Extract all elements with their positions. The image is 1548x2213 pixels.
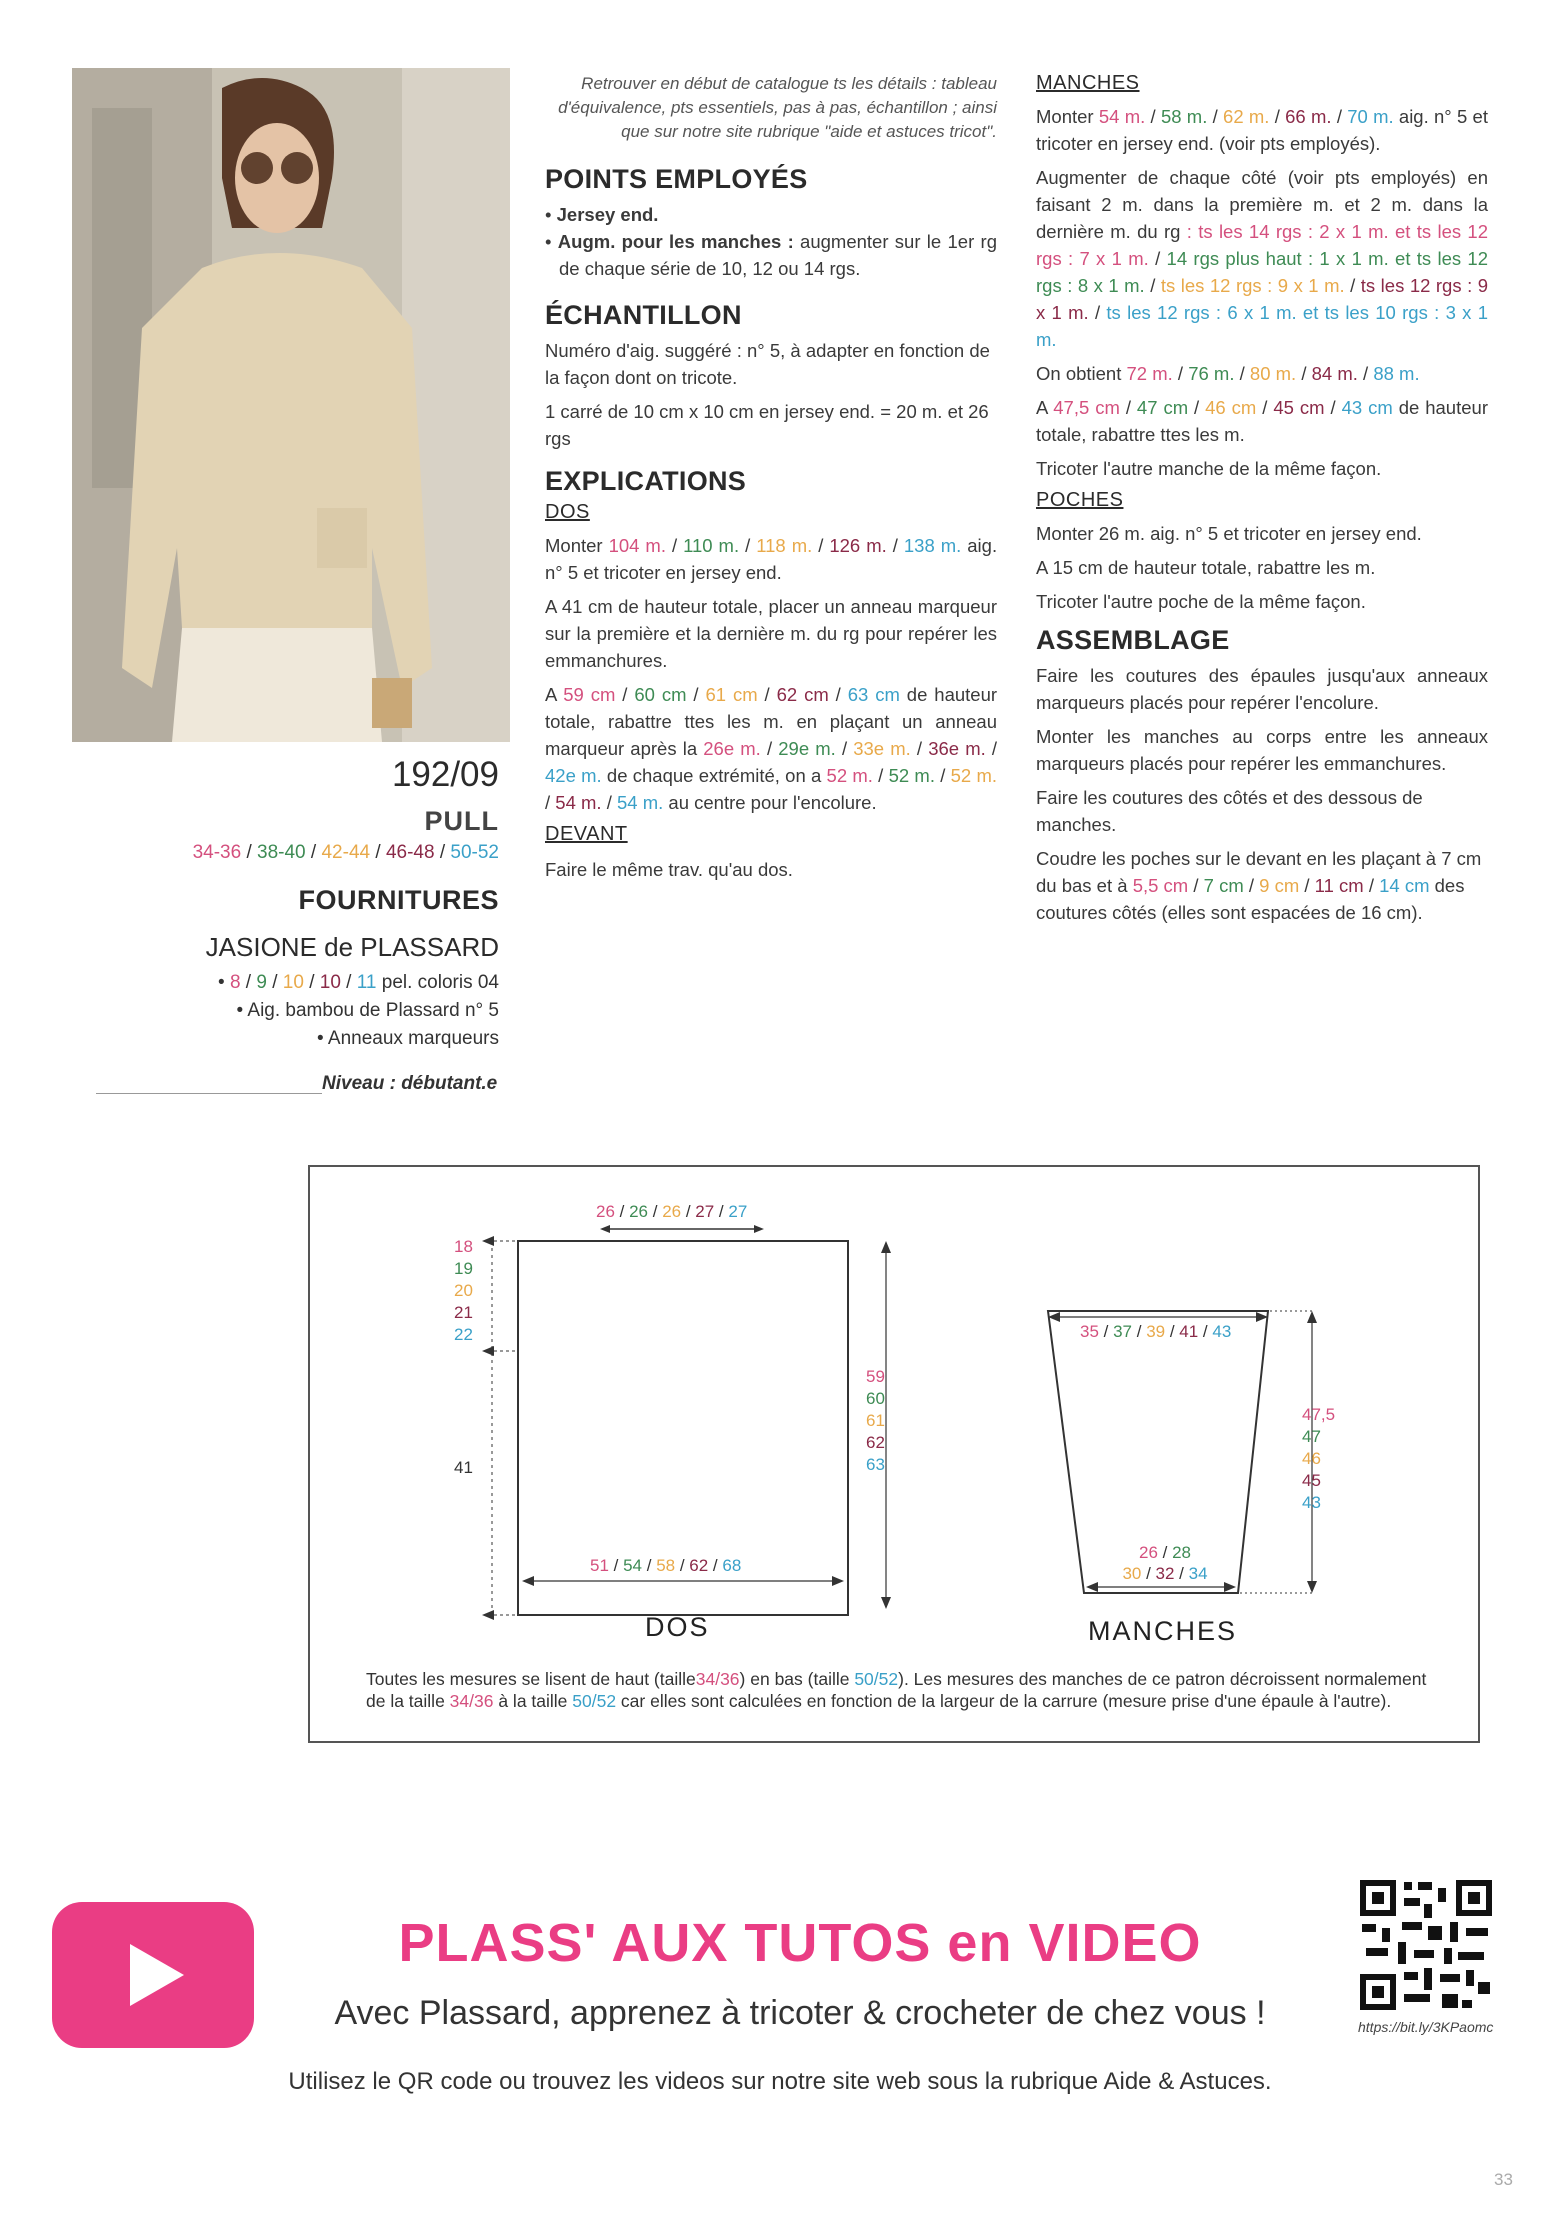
play-icon	[52, 1902, 254, 2048]
point-augm: • Augm. pour les manches : augmenter sur le 1er rg de chaque série de 10, 12 ou 14 rgs.	[545, 231, 997, 279]
dos-p1: Monter 104 m. / 110 m. / 118 m. / 126 m. / 138 m. aig. n° 5 et tricoter en jersey end.	[545, 535, 998, 583]
yarn-quantities: • 8 / 9 / 10 / 10 / 11 pel. coloris 04	[218, 972, 499, 993]
youtube-play-button[interactable]	[52, 1902, 254, 2048]
dos-right-measures: 59 60 61 62 63	[866, 1367, 885, 1474]
sizes-list: 34-36 / 38-40 / 42-44 / 46-48 / 50-52	[192, 842, 499, 863]
dos-p3: A 59 cm / 60 cm / 61 cm / 62 cm / 63 cm de hauteur totale, rabattre ttes les m. en plaçant un anneau marqueur après la 26e m. / 29e m. / 33e m. / 36e m. / 42e m. de chaque extrémité, on a 52 m. / 52 m. / 52 m. / 54 m. / 54 m. au centre pour l'encolure.	[545, 684, 998, 813]
assemblage-p4: Coudre les poches sur le devant en les plaçant à 7 cm du bas et à 5,5 cm / 7 cm / 9 cm / 11 cm / 14 cm des coutures côtés (elles sont espacées de 16 cm).	[1036, 848, 1482, 923]
dos-left-measures: 18 19 20 21 22	[454, 1237, 473, 1344]
needles-item: • Aig. bambou de Plassard n° 5	[236, 1000, 499, 1021]
poches-p3: Tricoter l'autre poche de la même façon.	[1036, 591, 1366, 612]
model-illustration	[72, 68, 510, 742]
assemblage-p1: Faire les coutures des épaules jusqu'aux anneaux marqueurs placés pour repérer l'encolure.	[1036, 665, 1488, 713]
manches-p3: On obtient 72 m. / 76 m. / 80 m. / 84 m. / 88 m.	[1036, 363, 1420, 384]
manche-right-measures: 47,5 47 46 45 43	[1302, 1405, 1336, 1512]
poches-p1: Monter 26 m. aig. n° 5 et tricoter en jersey end.	[1036, 523, 1422, 544]
column-manches-assemblage	[1036, 72, 1488, 933]
dos-top-measure: 26 / 26 / 26 / 27 / 27	[596, 1202, 748, 1221]
manches-p4: A 47,5 cm / 47 cm / 46 cm / 45 cm / 43 cm de hauteur totale, rabattre ttes les m.	[1036, 397, 1488, 445]
yarn-title: JASIONE de PLASSARD	[205, 932, 499, 962]
manches-title: MANCHES	[1036, 72, 1140, 94]
manches-p1: Monter 54 m. / 58 m. / 62 m. / 66 m. / 70 m. aig. n° 5 et tricoter en jersey end. (voir pts employés).	[1036, 106, 1488, 154]
dos-left-mid-measure: 41	[454, 1458, 473, 1477]
manches-p5: Tricoter l'autre manche de la même façon.	[1036, 458, 1382, 479]
assemblage-p2: Monter les manches au corps entre les anneaux marqueurs placés pour repérer les emmanchures.	[1036, 726, 1488, 774]
schema-note: Toutes les mesures se lisent de haut (taille34/36) en bas (taille 50/52). Les mesures des manches de ce patron décroissent normalement de la taille 34/36 à la taille 50/52 car elles sont calculées en fonction de la largeur de la carrure (mesure prise d'une épaule à l'autre).	[366, 1669, 1427, 1711]
poches-p2: A 15 cm de hauteur totale, rabattre les m.	[1036, 557, 1376, 578]
column-instructions-body	[545, 72, 997, 890]
dos-p2: A 41 cm de hauteur totale, placer un anneau marqueur sur la première et la dernière m. du rg pour repérer les emmanchures.	[545, 596, 997, 671]
qr-code[interactable]	[1358, 1878, 1494, 2058]
echantillon-title: ÉCHANTILLON	[545, 300, 742, 330]
promo-line: Utilisez le QR code ou trouvez les videos sur notre site web sous la rubrique Aide & Astuces.	[288, 2068, 1272, 2095]
manches-label: MANCHES	[1088, 1616, 1238, 1646]
model-photo	[72, 68, 510, 742]
devant-title: DEVANT	[545, 823, 628, 845]
promo-subtitle: Avec Plassard, apprenez à tricoter & crocheter de chez vous !	[334, 1994, 1266, 2032]
markers-item: • Anneaux marqueurs	[317, 1028, 499, 1049]
echantillon-p1: Numéro d'aig. suggéré : n° 5, à adapter en fonction de la façon dont on tricote.	[545, 340, 990, 388]
devant-p: Faire le même trav. qu'au dos.	[545, 859, 793, 880]
dos-bottom-measure: 51 / 54 / 58 / 62 / 68	[590, 1556, 742, 1575]
poches-title: POCHES	[1036, 489, 1124, 511]
assemblage-p3: Faire les coutures des côtés et des dessous de manches.	[1036, 787, 1423, 835]
point-jersey: • Jersey end.	[545, 204, 659, 225]
points-title: POINTS EMPLOYÉS	[545, 164, 808, 194]
dos-title: DOS	[545, 501, 590, 523]
manche-top-measure: 35 / 37 / 39 / 41 / 43	[1080, 1322, 1232, 1341]
page-number: 33	[1494, 2170, 1513, 2189]
pattern-reference: 192/09	[391, 755, 499, 794]
manches-p2: Augmenter de chaque côté (voir pts employés) en faisant 2 m. dans la première m. et 2 m. dans la dernière m. du rg : ts les 14 rgs : 2 x 1 m. et ts les 12 rgs : 7 x 1 m. / 14 rgs plus haut : 1 x 1 m. et ts les 12 rgs : 8 x 1 m. / ts les 12 rgs : 9 x 1 m. / ts les 12 rgs : 9 x 1 m. / ts les 12 rgs : 6 x 1 m. et ts les 10 rgs : 3 x 1 m.	[1036, 167, 1489, 350]
level-rule	[96, 1093, 322, 1094]
fournitures-title: FOURNITURES	[298, 885, 499, 915]
level-label: Niveau : débutant.e	[322, 1073, 498, 1094]
dos-label: DOS	[645, 1612, 710, 1642]
manche-bottom-measure: 26 / 28 30 / 32 / 34	[1122, 1543, 1208, 1583]
assemblage-title: ASSEMBLAGE	[1036, 625, 1230, 655]
explications-title: EXPLICATIONS	[545, 466, 747, 496]
intro-note: Retrouver en début de catalogue ts les détails : tableau d'équivalence, pts essentiels, pas à pas, échantillon ; ainsi que sur notre site rubrique "aide et astuces tricot".	[558, 74, 997, 141]
echantillon-p2: 1 carré de 10 cm x 10 cm en jersey end. = 20 m. et 26 rgs	[545, 401, 989, 449]
qr-code-icon	[1358, 1878, 1494, 2012]
product-name: PULL	[424, 806, 499, 836]
qr-url[interactable]: https://bit.ly/3KPaomc	[1358, 2019, 1494, 2035]
promo-title: PLASS' AUX TUTOS en VIDEO	[398, 1913, 1202, 1973]
